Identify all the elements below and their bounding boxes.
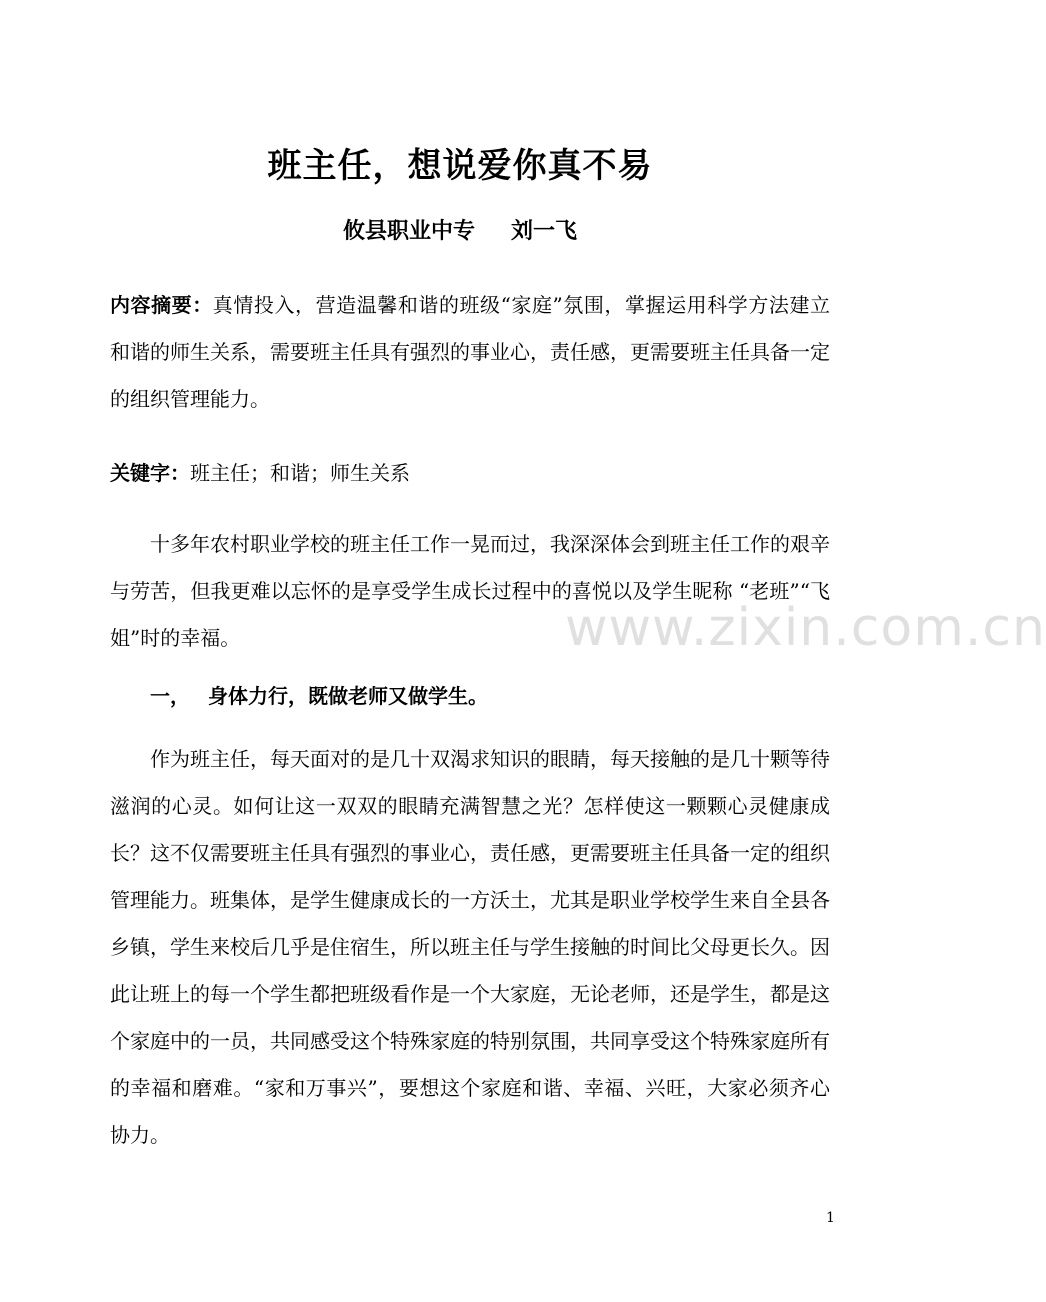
- intro-paragraph: 十多年农村职业学校的班主任工作一晃而过，我深深体会到班主任工作的艰辛与劳苦，但我更难以忘怀的是享受学生成长过程中的喜悦以及学生昵称 “老班”“飞姐”时的幸福。: [110, 532, 830, 650]
- document-title: 班主任，想说爱你真不易: [267, 146, 653, 186]
- keywords-line: [110, 455, 410, 491]
- abstract-paragraph: [110, 282, 830, 423]
- section-number: 一，: [150, 684, 190, 708]
- author-line: [0, 214, 920, 245]
- keywords-text: 班主任；和谐；师生关系: [190, 461, 410, 485]
- section-paragraph: 作为班主任，每天面对的是几十双渴求知识的眼睛，每天接触的是几十颗等待滋润的心灵。如何让这一双双的眼睛充满智慧之光？怎样使这一颗颗心灵健康成长？这不仅需要班主任具有强烈的事业心，责任感，更需要班主任具备一定的组织管理能力。班集体，是学生健康成长的一方沃土，尤其是职业学校学生来自全县各乡镇，学生来校后几乎是住宿生，所以班主任与学生接触的时间比父母更长久。因此让班上的每一个学生都把班级看作是一个大家庭，无论老师，还是学生，都是这个家庭中的一员，共同感受这个特殊家庭的特别氛围，共同享受这个特殊家庭所有的幸福和磨难。“家和万事兴”，要想这个家庭和谐、幸福、兴旺，大家必须齐心协力。: [110, 747, 830, 1147]
- watermark: www.zixin.com.cn: [565, 598, 1046, 658]
- abstract-label: 内容摘要：: [110, 293, 213, 317]
- abstract-text: 真情投入，营造温馨和谐的班级“家庭”氛围，掌握运用科学方法建立和谐的师生关系，需要班主任具有强烈的事业心，责任感，更需要班主任具备一定的组织管理能力。: [110, 293, 831, 411]
- author-name: 刘一飞: [511, 219, 578, 244]
- school-name: 攸县职业中专: [342, 219, 475, 244]
- page-number: 1: [826, 1210, 835, 1226]
- section-title: 身体力行，既做老师又做学生。: [208, 684, 488, 708]
- section-heading: [150, 678, 488, 714]
- keywords-label: 关键字：: [110, 461, 190, 485]
